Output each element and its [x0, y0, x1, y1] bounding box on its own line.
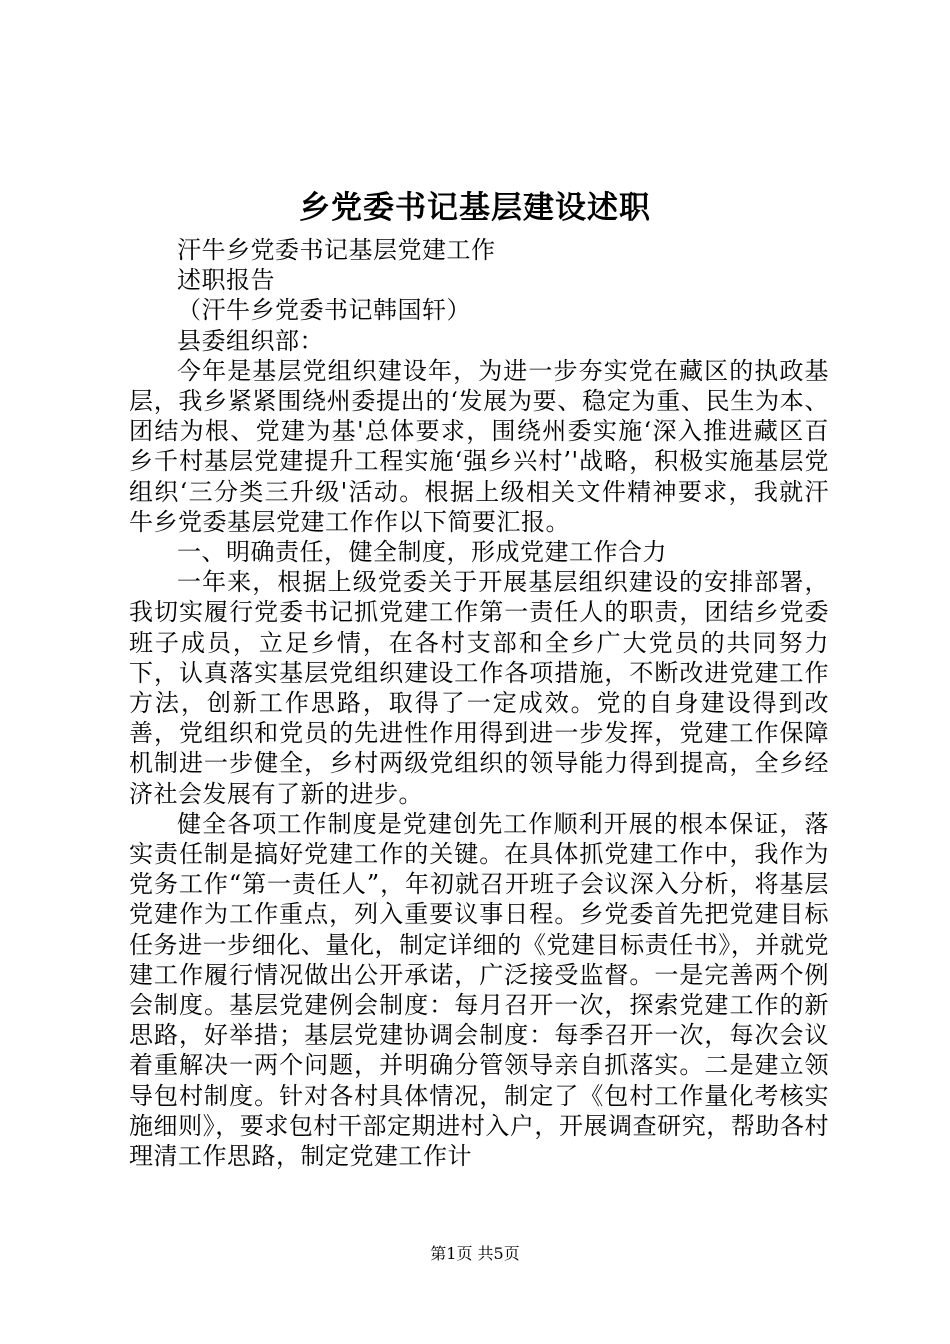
subtitle-line-2: 述职报告 [177, 266, 275, 295]
body-paragraph: 今年是基层党组织建设年，为进一步夯实党在藏区的执政基层，我乡紧紧围绕州委提出的‘发展为要、稳定为重、民生为本、团结为根、党建为基'总体要求，围绕州委实施‘深入推进藏区百乡千村基层党建提升工程实施‘强乡兴村’'战略，积极实施基层党组织‘三分类三升级'活动。根据上级相关文件精神要求，我就汗牛乡党委基层党建工作作以下简要汇报。 [129, 356, 829, 536]
subtitle-line-1: 汗牛乡党委书记基层党建工作 [177, 236, 496, 264]
body-paragraph: 健全各项工作制度是党建创先工作顺利开展的根本保证，落实责任制是搞好党建工作的关键。在具体抓党建工作中，我作为党务工作“第一责任人”，年初就召开班子会议深入分析，将基层党建作为工作重点，列入重要议事日程。乡党委首先把党建目标任务进一步细化、量化，制定详细的《党建目标责任书》，并就党建工作履行情况做出公开承诺，广泛接受监督。一是完善两个例会制度。基层党建例会制度：每月召开一次，探索党建工作的新思路，好举措；基层党建协调会制度：每季召开一次，每次会议着重解决一两个问题，并明确分管领导亲自抓落实。二是建立领导包村制度。针对各村具体情况，制定了《包村工作量化考核实施细则》，要求包村干部定期进村入户，开展调查研究，帮助各村理清工作思路，制定党建工作计 [129, 809, 829, 1171]
author-line: （汗牛乡党委书记韩国轩） [177, 296, 471, 325]
document-title: 乡党委书记基层建设述职 [299, 190, 651, 226]
page-number-footer: 第1页 共5页 [430, 1244, 520, 1263]
body-paragraph: 一年来，根据上级党委关于开展基层组织建设的安排部署，我切实履行党委书记抓党建工作第一责任人的职责，团结乡党委班子成员，立足乡情，在各村支部和全乡广大党员的共同努力下，认真落实基层党组织建设工作各项措施，不断改进党建工作方法，创新工作思路，取得了一定成效。党的自身建设得到改善，党组织和党员的先进性作用得到进一步发挥，党建工作保障机制进一步健全，乡村两级党组织的领导能力得到提高，全乡经济社会发展有了新的进步。 [129, 568, 829, 808]
section-heading: 一、明确责任，健全制度，形成党建工作合力 [177, 538, 667, 567]
document-body [129, 235, 829, 1171]
salutation: 县委组织部： [177, 326, 324, 355]
